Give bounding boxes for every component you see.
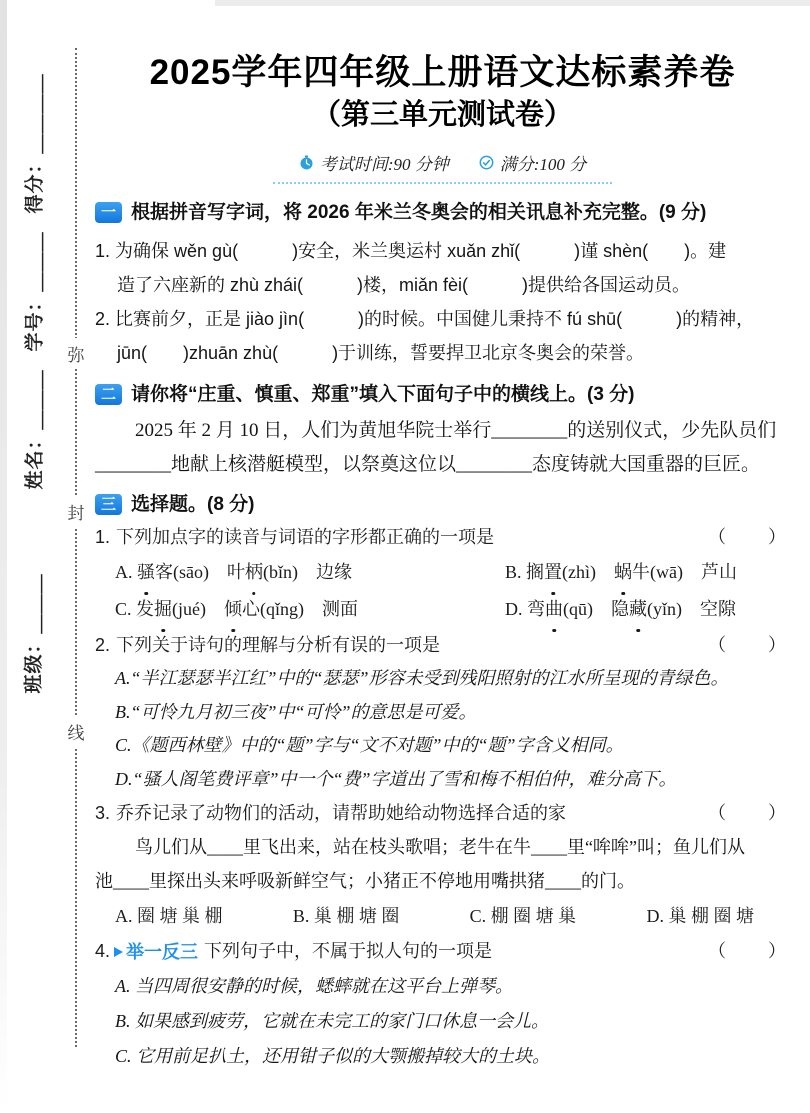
check-circle-icon [479,155,494,170]
option-B: B. 如果感到疲劳，它就在未完工的家门口休息一会儿。 [115,1011,549,1031]
section-1-header [95,198,790,228]
question-number: 1. [95,241,111,261]
s2-paragraph-line-1: 2025 年 2 月 10 日，人们为黄旭华院士举行________的送别仪式，少先队员们 [135,420,777,441]
s1-question-1-line-2: 造了六座新的 zhù zhái( )楼，miǎn fèi( )提供给各国运动员。 [117,275,691,295]
s1-question-2-line-2: jūn( )zhuān zhù( )于训练，誓要捍卫北京冬奥会的荣誉。 [117,343,645,363]
s3-q1-options-row-2 [95,591,790,628]
option-D: D. 弯曲(qū) 隐藏(yǐn) 空隙 [505,591,736,628]
stopwatch-icon [299,155,314,170]
option-D: D.“骚人阁笔费评章”中一个“费”字道出了雪和梅不相伯仲，难分高下。 [115,768,677,789]
s3-q3-options-row [115,898,754,934]
s3-question-2-stem [95,628,790,662]
question-text: 乔乔记录了动物们的活动，请帮助她给动物选择合适的家 [116,803,567,823]
section-3-header [95,490,790,520]
question-number: 1. [95,527,111,547]
seal-char-mi: 弥 [65,338,87,369]
s3-q3-paragraph-line-2: 池____里探出头来呼吸新鲜空气；小猪正不停地用嘴拱猪____的门。 [95,871,635,891]
student-id-field: 学号：＿＿＿ [24,231,46,352]
name-field: 姓名：＿＿＿ [24,369,46,490]
s3-question-4-stem [95,934,790,969]
question-number: 4. [95,941,111,961]
s1-question-2-line-1 [95,302,790,336]
option-C: C. 它用前足扒土，还用钳子似的大颚搬掉较大的土块。 [115,1046,551,1066]
question-text: 下列关于诗句的理解与分析有误的一项是 [116,635,441,655]
question-text: 下列句子中，不属于拟人句的一项是 [204,941,493,961]
option-C: C.《题西林壁》中的“题”字与“文不对题”中的“题”字含义相同。 [115,735,624,755]
seal-char-feng: 封 [65,496,87,527]
answer-bracket: （ ） [708,635,788,655]
answer-bracket: （ ） [708,941,788,961]
question-number: 3. [95,803,111,823]
option-B: B.“可怜九月初三夜”中“可怜”的意思是可爱。 [115,701,477,722]
seal-dotted-line [75,48,77,1047]
section-3-badge: 三 [95,494,122,515]
exam-time-label: 考试时间:90 分钟 [319,155,449,174]
section-2-header [95,380,790,410]
analogy-tag-label: 举一反三 [126,942,199,962]
question-number: 2. [95,309,111,329]
option-B: B. 巢 棚 塘 圈 [292,906,400,926]
section-1-heading: 根据拼音写字词，将 2026 年米兰冬奥会的相关讯息补充完整。(9 分) [131,202,707,223]
analogy-tag [114,935,198,969]
answer-bracket: （ ） [708,527,788,547]
exam-paper [95,0,790,1074]
question-number: 2. [95,635,111,655]
option-A: A. 圈 塘 巢 棚 [115,906,223,926]
seal-char-xian: 线 [65,716,87,747]
class-field: 班级：＿＿＿ [23,573,45,694]
option-C: C. 棚 圈 塘 巢 [469,906,577,926]
arrowhead-icon [114,947,123,957]
s3-q3-paragraph-line-1: 鸟儿们从____里飞出来，站在枝头歌唱；老牛在牛____里“哞哞”叫；鱼儿们从 [135,837,745,857]
exam-time [299,150,449,175]
full-score [479,150,586,175]
section-3-heading: 选择题。(8 分) [131,494,255,515]
question-text: 下列加点字的读音与词语的字形都正确的一项是 [116,527,495,547]
s3-question-1-stem [95,520,790,554]
section-2-heading: 请你将“庄重、慎重、郑重”填入下面句子中的横线上。(3 分) [131,384,635,405]
question-text: 比赛前夕，正是 jiào jìn( )的时候。中国健儿秉持不 fú shū( )的精神， [115,309,755,329]
page-subtitle: （第三单元测试卷） [311,99,573,131]
option-A: A. 当四周很安静的时候，蟋蟀就在这平台上弹琴。 [115,976,513,996]
option-A: A. 骚客(sāo) 叶柄(bǐn) 边缘 [115,554,505,591]
s3-q1-options-row-1 [95,554,790,591]
section-1-badge: 一 [95,202,122,223]
s3-question-3-stem [95,796,790,830]
section-2-badge: 二 [95,384,122,405]
question-text: 为确保 wěn gù( )安全，米兰奥运村 xuǎn zhǐ( )谨 shèn( )。建 [115,241,727,261]
s1-question-1-line-1 [95,234,790,268]
full-score-label: 满分:100 分 [499,155,587,174]
answer-bracket: （ ） [708,803,788,823]
score-field: 得分：＿＿＿＿ [24,73,46,214]
option-D: D. 巢 棚 圈 塘 [646,906,754,926]
option-B: B. 搁置(zhì) 蜗牛(wā) 芦山 [505,554,737,591]
s2-paragraph-line-2: ________地献上核潜艇模型，以祭奠这位以________态度铸就大国重器的巨匠。 [95,454,761,475]
page-edge-shadow [0,0,7,1113]
exam-meta-bar [273,150,612,184]
page-title: 2025学年四年级上册语文达标素养卷 [149,53,736,92]
option-C: C. 发掘(jué) 倾心(qǐng) 测面 [115,591,505,628]
option-A: A.“半江瑟瑟半江红”中的“瑟瑟”形容未受到残阳照射的江水所呈现的青绿色。 [115,668,729,688]
